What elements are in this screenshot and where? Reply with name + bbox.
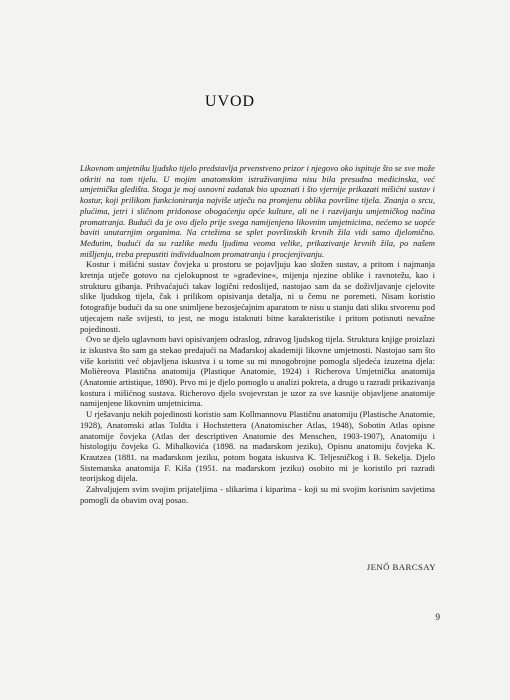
author-signature: JENŐ BARCSAY	[366, 562, 436, 572]
paragraph-4: U rješavanju nekih pojedinosti koristio sam Kollmannovu Plastičnu anatomiju (Plastische Anatomie, 1928), Anatomski atlas Toldta i Hochstettera (Anatomischer Atlas, 1948), Sobotin Atlas opisne anatomije čovjeka (Atlas der descriptiven Anatomie des Menschen, 1903-1907), Anatomiju i histologiju čovjeka G. Mihalkovića (1898. na mađarskom jeziku), Opisnu anatomiju čovjeka K. Krautzea (1881. na mađarskom jeziku, potom bogata iskustva K. Teljesničkog i B. Sekelja. Djelo Sistematska anatomija F. Kiša (1951. na mađarskom jeziku) osobito mi je koristilo pri razradi teorijskog dijela.	[80, 409, 435, 484]
paragraph-1: Likovnom umjetniku ljudsko tijelo predstavlja prvenstveno prizor i njegovo oko ispituje što se sve može otkriti na tom tijelu. U mojim anatomskim istraživanjima nisu bila presudna medicinska, već umjetnička gledišta. Stoga je moj osnovni zadatak bio upoznati i što vjernije prikazati mišićni sustav i kostur, koji prilikom funkcioniranja najviše utječu na promjenu oblika površine tijela. Znanja o srcu, plućima, jetri i sličnom pridonose obogaćenju opće kulture, ali ne i razvijanju umjetničkog načina promatranja. Budući da je ovo djelo prije svega namijenjeno likovnim umjetnicima, nećemo se uopće baviti unutarnjim organima. Na crtežima se splet površinskih krvnih žila vidi samo djelomično. Međutim, budući da su razlike među ljudima veoma velike, prikazivanje krvnih žila, po našem mišljenju, treba prepustiti individualnom promatranju i procjenjivanju.	[80, 163, 435, 259]
paragraph-2: Kostur i mišićni sustav čovjeka u prostoru se pojavljuju kao složen sustav, a pritom i najmanja kretnja utječe gotovo na cjelokupnost te »građevine«, mijenja njezine oblike i ravnotežu, kao i strukturu gibanja. Prihvaćajući takav logični redoslijed, nastojao sam da se doživljavanje cjelovite slike ljudskog tijela, čak i prilikom opisivanja detalja, ni u čemu ne poremeti. Nisam koristio fotografije budući da su one snimljene bezosjećajnim aparatom te nisu u stanju dati sliku stvorenu pod utjecajem naše svijesti, to jest, ne mogu istaknuti bitne karakteristike i pritom potisnuti nevažne pojedinosti.	[80, 259, 435, 334]
page-number: 9	[435, 612, 440, 622]
paragraph-3: Ovo se djelo uglavnom bavi opisivanjem odraslog, zdravog ljudskog tijela. Struktura knjige proizlazi iz iskustva što sam ga stekao predajući na Mađarskoj akademiji likovne umjetnosti. Nastojao sam što više koristiti već objavljena iskustva i u tome su mi mnogobrojne pomogla sljedeća izuzetna djela: Molièreova Plastična anatomija (Plastique Anatomie, 1924) i Richerova Umjetnička anatomija (Anatomie artistique, 1890). Prvo mi je djelo pomoglo u analizi pokreta, a drugo u razradi prikazivanja kostura i mišićnog sustava. Richerovo djelo svojevrstan je uzor za sve kasnije objavljene anatomije namijenjene likovnim umjetnicima.	[80, 334, 435, 409]
paragraph-5: Zahvaljujem svim svojim prijateljima - slikarima i kiparima - koji su mi svojim korisnim savjetima pomogli da obavim ovaj posao.	[80, 484, 435, 505]
preface-text	[80, 163, 435, 506]
chapter-heading: UVOD	[204, 93, 256, 110]
